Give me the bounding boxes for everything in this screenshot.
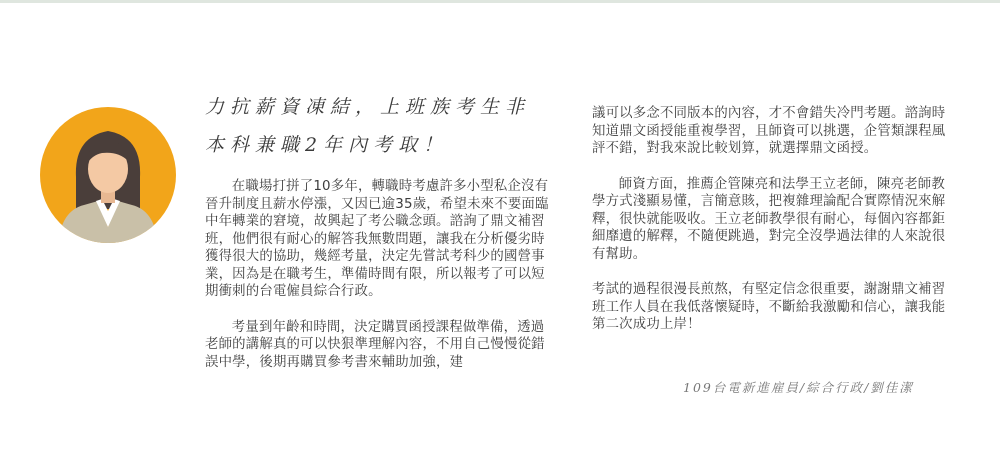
right-column — [592, 105, 952, 334]
paragraph-continued: 議可以多念不同版本的內容，才不會錯失冷門考題。諮詢時知道鼎文函授能重複學習，且師資可以挑選，企管類課程風評不錯，對我來說比較划算，就選擇鼎文函授。 — [592, 106, 946, 156]
paragraph-teachers: 師資方面，推薦企管陳亮和法學王立老師，陳亮老師教學方式淺顯易懂，言簡意賅，把複雜理論配合實際情況來解釋，很快就能吸收。王立老師教學很有耐心，每個內容都鉅細靡遺的解釋，不隨便跳過，對完全沒學過法律的人來說很有幫助。 — [592, 176, 946, 262]
top-divider — [0, 0, 1000, 3]
left-column — [205, 178, 555, 371]
paragraph-thanks: 考試的過程很漫長煎熬，有堅定信念很重要，謝謝鼎文補習班工作人員在我低落懷疑時，不斷給我激勵和信心，讓我能第二次成功上岸！ — [592, 282, 946, 332]
woman-avatar-icon — [40, 107, 176, 243]
paragraph-gap — [592, 158, 952, 176]
headline-line-1: 力抗薪資凍結，上班族考生非 — [205, 96, 531, 118]
paragraph-gap — [205, 301, 555, 319]
paragraph-preparation: 考量到年齡和時間，決定購買函授課程做準備，透過老師的講解真的可以快狠準理解內容，不用自己慢慢從錯誤中學，後期再購買參考書來輔助加強，建 — [205, 319, 545, 370]
paragraph-gap — [592, 263, 952, 281]
headline — [205, 88, 565, 164]
author-signature: 109台電新進雇員/綜合行政/劉佳潔 — [683, 380, 914, 395]
paragraph-career: 在職場打拼了10多年，轉職時考慮許多小型私企沒有晉升制度且薪水停漲，又因已逾35歲，希望未來不要面臨中年轉業的窘境，故興起了考公職念頭。諮詢了鼎文補習班，他們很有耐心的解答我無數問題，讓我在分析優劣時獲得很大的協助，幾經考量，決定先嘗試考科少的國營事業，因為是在職考生，準備時間有限，所以報考了可以短期衝刺的台電僱員綜合行政。 — [205, 179, 549, 299]
headline-line-2: 本科兼職2年內考取！ — [205, 134, 449, 156]
